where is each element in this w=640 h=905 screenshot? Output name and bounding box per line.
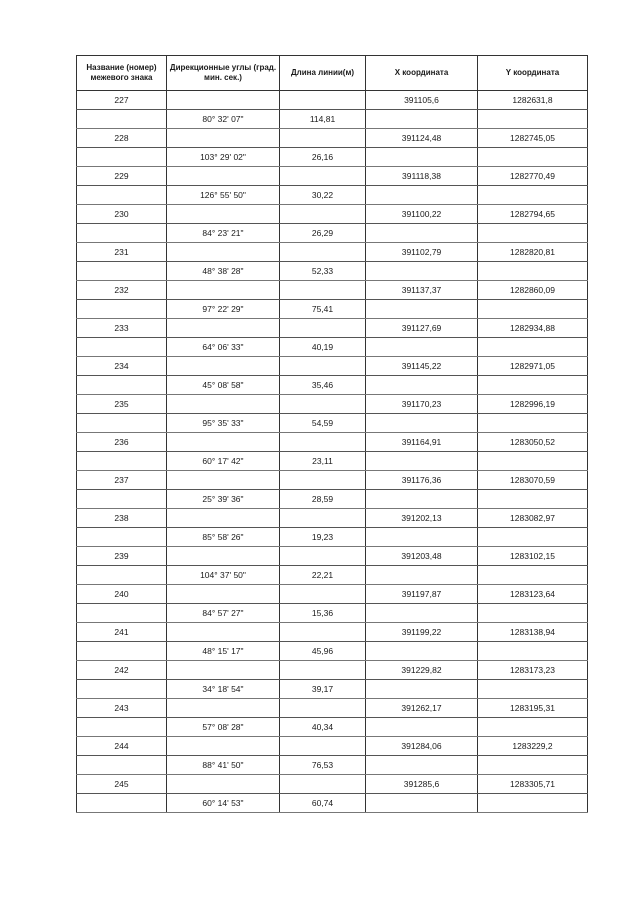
x-coordinate: 391176,36	[366, 471, 478, 490]
y-coordinate: 1282770,49	[478, 167, 588, 186]
empty-cell	[478, 338, 588, 357]
empty-cell	[167, 167, 280, 186]
segment-row	[77, 262, 588, 281]
empty-cell	[478, 604, 588, 623]
empty-cell	[366, 338, 478, 357]
y-coordinate: 1283195,31	[478, 699, 588, 718]
empty-cell	[280, 623, 366, 642]
line-length: 26,29	[280, 224, 366, 243]
point-name: 233	[77, 319, 167, 338]
y-coordinate: 1283070,59	[478, 471, 588, 490]
empty-cell	[366, 224, 478, 243]
x-coordinate: 391105,6	[366, 91, 478, 110]
line-length: 45,96	[280, 642, 366, 661]
empty-cell	[167, 661, 280, 680]
direction-angle: 84° 57' 27"	[167, 604, 280, 623]
empty-cell	[366, 148, 478, 167]
direction-angle: 64° 06' 33"	[167, 338, 280, 357]
empty-cell	[77, 300, 167, 319]
x-coordinate: 391170,23	[366, 395, 478, 414]
direction-angle: 88° 41' 50"	[167, 756, 280, 775]
segment-row	[77, 794, 588, 813]
empty-cell	[478, 642, 588, 661]
segment-row	[77, 414, 588, 433]
empty-cell	[167, 91, 280, 110]
empty-cell	[280, 395, 366, 414]
point-row	[77, 281, 588, 300]
point-name: 245	[77, 775, 167, 794]
empty-cell	[366, 110, 478, 129]
empty-cell	[167, 585, 280, 604]
line-length: 52,33	[280, 262, 366, 281]
point-name: 235	[77, 395, 167, 414]
empty-cell	[77, 338, 167, 357]
segment-row	[77, 680, 588, 699]
point-row	[77, 737, 588, 756]
empty-cell	[167, 395, 280, 414]
empty-cell	[77, 756, 167, 775]
empty-cell	[280, 319, 366, 338]
empty-cell	[77, 794, 167, 813]
segment-row	[77, 338, 588, 357]
empty-cell	[280, 471, 366, 490]
y-coordinate: 1283050,52	[478, 433, 588, 452]
line-length: 23,11	[280, 452, 366, 471]
empty-cell	[280, 775, 366, 794]
point-row	[77, 471, 588, 490]
empty-cell	[77, 262, 167, 281]
empty-cell	[478, 376, 588, 395]
empty-cell	[167, 509, 280, 528]
segment-row	[77, 490, 588, 509]
empty-cell	[366, 414, 478, 433]
y-coordinate: 1283305,71	[478, 775, 588, 794]
header-length: Длина линии(м)	[280, 56, 366, 91]
point-row	[77, 585, 588, 604]
x-coordinate: 391202,13	[366, 509, 478, 528]
segment-row	[77, 452, 588, 471]
direction-angle: 48° 38' 28"	[167, 262, 280, 281]
empty-cell	[280, 243, 366, 262]
empty-cell	[167, 471, 280, 490]
empty-cell	[366, 300, 478, 319]
empty-cell	[280, 547, 366, 566]
direction-angle: 84° 23' 21"	[167, 224, 280, 243]
y-coordinate: 1283082,97	[478, 509, 588, 528]
empty-cell	[478, 756, 588, 775]
empty-cell	[280, 129, 366, 148]
y-coordinate: 1282631,8	[478, 91, 588, 110]
line-length: 15,36	[280, 604, 366, 623]
empty-cell	[167, 129, 280, 148]
point-row	[77, 661, 588, 680]
empty-cell	[167, 775, 280, 794]
point-name: 237	[77, 471, 167, 490]
x-coordinate: 391102,79	[366, 243, 478, 262]
point-row	[77, 395, 588, 414]
point-row	[77, 91, 588, 110]
empty-cell	[280, 167, 366, 186]
point-row	[77, 433, 588, 452]
point-row	[77, 775, 588, 794]
x-coordinate: 391124,48	[366, 129, 478, 148]
y-coordinate: 1282794,65	[478, 205, 588, 224]
line-length: 75,41	[280, 300, 366, 319]
direction-angle: 80° 32' 07"	[167, 110, 280, 129]
line-length: 26,16	[280, 148, 366, 167]
segment-row	[77, 718, 588, 737]
direction-angle: 60° 14' 53"	[167, 794, 280, 813]
empty-cell	[478, 224, 588, 243]
empty-cell	[366, 680, 478, 699]
y-coordinate: 1282860,09	[478, 281, 588, 300]
y-coordinate: 1283173,23	[478, 661, 588, 680]
point-row	[77, 623, 588, 642]
empty-cell	[366, 528, 478, 547]
point-name: 230	[77, 205, 167, 224]
empty-cell	[366, 718, 478, 737]
segment-row	[77, 110, 588, 129]
empty-cell	[167, 737, 280, 756]
point-name: 240	[77, 585, 167, 604]
header-y: Y координата	[478, 56, 588, 91]
empty-cell	[478, 300, 588, 319]
empty-cell	[280, 205, 366, 224]
point-row	[77, 319, 588, 338]
line-length: 39,17	[280, 680, 366, 699]
line-length: 19,23	[280, 528, 366, 547]
point-name: 227	[77, 91, 167, 110]
empty-cell	[478, 452, 588, 471]
empty-cell	[167, 699, 280, 718]
x-coordinate: 391229,82	[366, 661, 478, 680]
point-row	[77, 167, 588, 186]
empty-cell	[366, 604, 478, 623]
line-length: 40,34	[280, 718, 366, 737]
boundary-coordinates-table	[76, 55, 588, 813]
point-name: 241	[77, 623, 167, 642]
empty-cell	[167, 319, 280, 338]
segment-row	[77, 224, 588, 243]
line-length: 40,19	[280, 338, 366, 357]
line-length: 30,22	[280, 186, 366, 205]
empty-cell	[280, 699, 366, 718]
empty-cell	[478, 414, 588, 433]
line-length: 76,53	[280, 756, 366, 775]
point-row	[77, 243, 588, 262]
empty-cell	[167, 281, 280, 300]
empty-cell	[77, 148, 167, 167]
empty-cell	[280, 509, 366, 528]
y-coordinate: 1283102,15	[478, 547, 588, 566]
segment-row	[77, 566, 588, 585]
point-name: 244	[77, 737, 167, 756]
empty-cell	[280, 91, 366, 110]
empty-cell	[366, 490, 478, 509]
line-length: 35,46	[280, 376, 366, 395]
point-name: 242	[77, 661, 167, 680]
empty-cell	[77, 452, 167, 471]
empty-cell	[280, 433, 366, 452]
point-name: 239	[77, 547, 167, 566]
point-row	[77, 699, 588, 718]
y-coordinate: 1283138,94	[478, 623, 588, 642]
empty-cell	[167, 243, 280, 262]
x-coordinate: 391137,37	[366, 281, 478, 300]
empty-cell	[77, 642, 167, 661]
point-name: 234	[77, 357, 167, 376]
direction-angle: 25° 39' 36"	[167, 490, 280, 509]
segment-row	[77, 186, 588, 205]
line-length: 114,81	[280, 110, 366, 129]
direction-angle: 103° 29' 02"	[167, 148, 280, 167]
line-length: 60,74	[280, 794, 366, 813]
x-coordinate: 391100,22	[366, 205, 478, 224]
x-coordinate: 391164,91	[366, 433, 478, 452]
empty-cell	[77, 414, 167, 433]
direction-angle: 45° 08' 58"	[167, 376, 280, 395]
empty-cell	[77, 604, 167, 623]
direction-angle: 34° 18' 54"	[167, 680, 280, 699]
point-row	[77, 205, 588, 224]
y-coordinate: 1282745,05	[478, 129, 588, 148]
empty-cell	[77, 110, 167, 129]
segment-row	[77, 300, 588, 319]
direction-angle: 85° 58' 26"	[167, 528, 280, 547]
direction-angle: 104° 37' 50"	[167, 566, 280, 585]
point-row	[77, 129, 588, 148]
empty-cell	[478, 680, 588, 699]
direction-angle: 57° 08' 28"	[167, 718, 280, 737]
empty-cell	[280, 281, 366, 300]
empty-cell	[77, 718, 167, 737]
x-coordinate: 391145,22	[366, 357, 478, 376]
empty-cell	[77, 680, 167, 699]
table-header-row	[77, 56, 588, 91]
x-coordinate: 391203,48	[366, 547, 478, 566]
segment-row	[77, 528, 588, 547]
empty-cell	[77, 566, 167, 585]
empty-cell	[77, 186, 167, 205]
empty-cell	[478, 110, 588, 129]
y-coordinate: 1283123,64	[478, 585, 588, 604]
empty-cell	[366, 756, 478, 775]
y-coordinate: 1282996,19	[478, 395, 588, 414]
y-coordinate: 1282820,81	[478, 243, 588, 262]
empty-cell	[366, 376, 478, 395]
header-angle: Дирекционные углы (град. мин. сек.)	[167, 56, 280, 91]
empty-cell	[366, 262, 478, 281]
segment-row	[77, 604, 588, 623]
empty-cell	[478, 566, 588, 585]
x-coordinate: 391197,87	[366, 585, 478, 604]
segment-row	[77, 376, 588, 395]
direction-angle: 126° 55' 50"	[167, 186, 280, 205]
empty-cell	[478, 718, 588, 737]
empty-cell	[478, 528, 588, 547]
line-length: 54,59	[280, 414, 366, 433]
point-name: 243	[77, 699, 167, 718]
empty-cell	[167, 205, 280, 224]
point-row	[77, 357, 588, 376]
empty-cell	[366, 186, 478, 205]
y-coordinate: 1282934,88	[478, 319, 588, 338]
line-length: 28,59	[280, 490, 366, 509]
empty-cell	[280, 737, 366, 756]
empty-cell	[280, 357, 366, 376]
point-row	[77, 547, 588, 566]
empty-cell	[77, 490, 167, 509]
direction-angle: 60° 17' 42"	[167, 452, 280, 471]
direction-angle: 97° 22' 29"	[167, 300, 280, 319]
header-x: X координата	[366, 56, 478, 91]
empty-cell	[167, 547, 280, 566]
line-length: 22,21	[280, 566, 366, 585]
point-name: 228	[77, 129, 167, 148]
point-name: 238	[77, 509, 167, 528]
empty-cell	[366, 642, 478, 661]
empty-cell	[77, 224, 167, 243]
empty-cell	[167, 433, 280, 452]
empty-cell	[280, 661, 366, 680]
y-coordinate: 1283229,2	[478, 737, 588, 756]
point-name: 232	[77, 281, 167, 300]
empty-cell	[366, 566, 478, 585]
point-name: 236	[77, 433, 167, 452]
table-body	[77, 91, 588, 813]
header-mark: Название (номер) межевого знака	[77, 56, 167, 91]
segment-row	[77, 642, 588, 661]
empty-cell	[167, 357, 280, 376]
direction-angle: 95° 35' 33"	[167, 414, 280, 433]
x-coordinate: 391285,6	[366, 775, 478, 794]
point-name: 229	[77, 167, 167, 186]
direction-angle: 48° 15' 17"	[167, 642, 280, 661]
empty-cell	[280, 585, 366, 604]
empty-cell	[77, 528, 167, 547]
y-coordinate: 1282971,05	[478, 357, 588, 376]
x-coordinate: 391262,17	[366, 699, 478, 718]
segment-row	[77, 148, 588, 167]
empty-cell	[77, 376, 167, 395]
x-coordinate: 391284,06	[366, 737, 478, 756]
empty-cell	[478, 148, 588, 167]
empty-cell	[366, 794, 478, 813]
segment-row	[77, 756, 588, 775]
empty-cell	[167, 623, 280, 642]
empty-cell	[478, 186, 588, 205]
empty-cell	[478, 262, 588, 281]
empty-cell	[478, 490, 588, 509]
x-coordinate: 391199,22	[366, 623, 478, 642]
point-name: 231	[77, 243, 167, 262]
empty-cell	[478, 794, 588, 813]
x-coordinate: 391118,38	[366, 167, 478, 186]
point-row	[77, 509, 588, 528]
x-coordinate: 391127,69	[366, 319, 478, 338]
empty-cell	[366, 452, 478, 471]
